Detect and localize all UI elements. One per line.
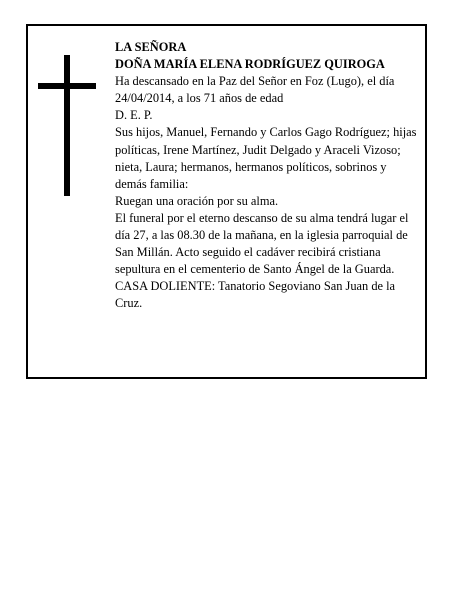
death-announcement: Ha descansado en la Paz del Señor en Foz (Lugo), el día 24/04/2014, a los 71 años de edad [115,74,395,106]
notice-heading: LA SEÑORA [115,40,187,54]
mourning-house: CASA DOLIENTE: Tanatorio Segoviano San Juan de la Cruz. [115,279,396,311]
rip-abbreviation: D. E. P. [115,108,153,123]
cross-vertical-bar [64,55,70,196]
deceased-name: DOÑA MARÍA ELENA RODRÍGUEZ QUIROGA [115,57,385,72]
cross-horizontal-bar [38,83,96,89]
prayer-request: Ruegan una oración por su alma. [115,193,279,208]
funeral-details: El funeral por el eterno descanso de su alma tendrá lugar el día 27, a las 08.30 de la mañana, en la iglesia parroquial de San Millán. Acto seguido el cadáver recibirá cristiana sepultura en el cementerio de Santo Ángel de la Guarda. [115,210,409,277]
family-list: Sus hijos, Manuel, Fernando y Carlos Gago Rodríguez; hijas políticas, Irene Martínez, Judit Delgado y Araceli Vizoso; nieta, Laura; hermanos, hermanos políticos, sobrinos y demás familia: [115,125,417,191]
obituary-text [115,39,421,313]
